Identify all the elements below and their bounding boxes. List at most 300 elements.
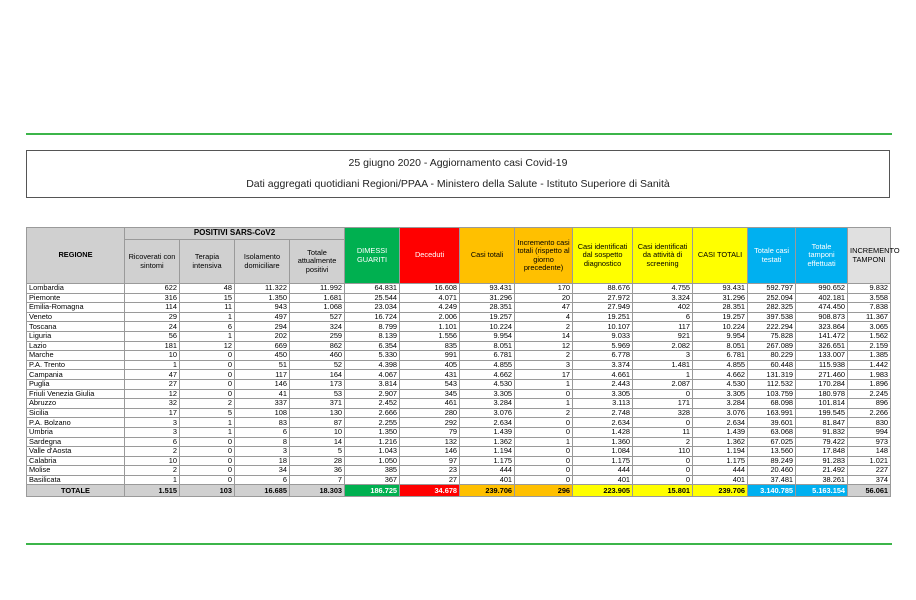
col-header-ricoverati: Ricoverati con sintomi (125, 240, 180, 284)
total-cell: 34.678 (400, 485, 460, 497)
col-header-tamponi: Totale tamponi effettuati (796, 228, 848, 284)
data-cell: 14 (290, 437, 345, 447)
data-cell: 1 (180, 427, 235, 437)
col-header-isolamento: Isolamento domiciliare (235, 240, 290, 284)
data-cell: 64.831 (345, 284, 400, 294)
data-cell: 2 (180, 399, 235, 409)
data-cell: 990.652 (796, 284, 848, 294)
data-cell: 527 (290, 312, 345, 322)
covid-data-table (26, 227, 900, 497)
data-cell: 401 (460, 475, 515, 485)
col-header-incremento: Incremento casi totali (rispetto al giorno precedente) (515, 228, 573, 284)
region-name: Piemonte (27, 293, 125, 303)
data-cell: 1.481 (633, 360, 693, 370)
data-cell: 131.319 (748, 370, 796, 380)
data-cell: 17 (515, 370, 573, 380)
data-cell: 474.450 (796, 303, 848, 313)
data-cell: 1.101 (400, 322, 460, 332)
data-cell: 4.662 (693, 370, 748, 380)
data-cell: 397.538 (748, 312, 796, 322)
data-cell: 18 (235, 456, 290, 466)
data-cell: 0 (515, 475, 573, 485)
table-row (27, 312, 891, 322)
data-cell: 345 (400, 389, 460, 399)
col-header-dimessi: DIMESSI GUARITI (345, 228, 400, 284)
data-cell: 60.448 (748, 360, 796, 370)
table-row (27, 303, 891, 313)
data-cell: 37.481 (748, 475, 796, 485)
data-cell: 592.797 (748, 284, 796, 294)
data-cell: 401 (573, 475, 633, 485)
data-cell: 1.362 (693, 437, 748, 447)
data-cell: 2 (515, 351, 573, 361)
data-cell: 0 (633, 456, 693, 466)
data-cell: 222.294 (748, 322, 796, 332)
data-cell: 402.181 (796, 293, 848, 303)
data-cell: 1 (180, 331, 235, 341)
data-cell: 10 (290, 427, 345, 437)
data-cell: 1.681 (290, 293, 345, 303)
data-cell: 316 (125, 293, 180, 303)
data-cell: 4.249 (400, 303, 460, 313)
data-cell: 401 (693, 475, 748, 485)
data-cell: 4.530 (693, 379, 748, 389)
data-cell: 170 (515, 284, 573, 294)
data-cell: 0 (180, 351, 235, 361)
data-cell: 5.330 (345, 351, 400, 361)
data-cell: 148 (848, 447, 891, 457)
data-cell: 16.608 (400, 284, 460, 294)
data-cell: 56 (125, 331, 180, 341)
table-row (27, 389, 891, 399)
data-cell: 79 (400, 427, 460, 437)
data-cell: 146 (235, 379, 290, 389)
total-cell: 239.706 (693, 485, 748, 497)
data-cell: 280 (400, 408, 460, 418)
data-cell: 271.460 (796, 370, 848, 380)
data-cell: 0 (515, 427, 573, 437)
data-cell: 1.050 (345, 456, 400, 466)
data-cell: 91.283 (796, 456, 848, 466)
data-cell: 0 (180, 389, 235, 399)
report-title-box (26, 150, 890, 198)
data-cell: 199.545 (796, 408, 848, 418)
data-cell: 3.814 (345, 379, 400, 389)
data-cell: 2.452 (345, 399, 400, 409)
data-cell: 326.651 (796, 341, 848, 351)
data-cell: 14 (515, 331, 573, 341)
data-cell: 130 (290, 408, 345, 418)
data-cell: 497 (235, 312, 290, 322)
data-cell: 6.781 (460, 351, 515, 361)
data-cell: 324 (290, 322, 345, 332)
data-cell: 112.532 (748, 379, 796, 389)
data-cell: 4.067 (345, 370, 400, 380)
total-cell: 56.061 (848, 485, 891, 497)
data-cell: 1 (180, 418, 235, 428)
data-cell: 252.094 (748, 293, 796, 303)
data-cell: 115.938 (796, 360, 848, 370)
data-cell: 19.251 (573, 312, 633, 322)
data-cell: 2.748 (573, 408, 633, 418)
data-cell: 114 (125, 303, 180, 313)
data-cell: 91.832 (796, 427, 848, 437)
data-cell: 1.084 (573, 447, 633, 457)
data-cell: 3 (125, 427, 180, 437)
data-cell: 282.325 (748, 303, 796, 313)
col-header-sospetto-diagnostico: Casi identificati dal sospetto diagnostico (573, 228, 633, 284)
region-name: Sardegna (27, 437, 125, 447)
data-cell: 1.556 (400, 331, 460, 341)
region-name: Friuli Venezia Giulia (27, 389, 125, 399)
data-cell: 28.351 (460, 303, 515, 313)
data-cell: 11 (633, 427, 693, 437)
data-cell: 11.992 (290, 284, 345, 294)
top-divider (26, 133, 892, 135)
data-cell: 87 (290, 418, 345, 428)
data-cell: 2 (125, 447, 180, 457)
data-cell: 108 (235, 408, 290, 418)
data-cell: 2.006 (400, 312, 460, 322)
data-cell: 259 (290, 331, 345, 341)
data-cell: 8.139 (345, 331, 400, 341)
data-cell: 9.033 (573, 331, 633, 341)
data-cell: 2 (515, 322, 573, 332)
data-cell: 0 (515, 466, 573, 476)
data-cell: 3.065 (848, 322, 891, 332)
data-cell: 146 (400, 447, 460, 457)
data-cell: 41 (235, 389, 290, 399)
data-cell: 3 (125, 418, 180, 428)
data-cell: 0 (180, 466, 235, 476)
data-cell: 3.305 (693, 389, 748, 399)
data-cell: 8 (235, 437, 290, 447)
data-cell: 47 (515, 303, 573, 313)
report-title: 25 giugno 2020 - Aggiornamento casi Covid-19 (348, 157, 568, 169)
col-header-terapia: Terapia intensiva (180, 240, 235, 284)
region-name: P.A. Trento (27, 360, 125, 370)
data-cell: 133.007 (796, 351, 848, 361)
data-cell: 20 (515, 293, 573, 303)
data-cell: 1.175 (693, 456, 748, 466)
data-cell: 371 (290, 399, 345, 409)
data-cell: 6 (180, 322, 235, 332)
data-cell: 68.098 (748, 399, 796, 409)
col-header-deceduti: Deceduti (400, 228, 460, 284)
data-cell: 8.051 (693, 341, 748, 351)
table-row (27, 293, 891, 303)
data-cell: 1.350 (345, 427, 400, 437)
col-header-casi-testati: Totale casi testati (748, 228, 796, 284)
data-cell: 6 (235, 427, 290, 437)
region-name: Calabria (27, 456, 125, 466)
table-row (27, 466, 891, 476)
data-cell: 89.249 (748, 456, 796, 466)
data-cell: 23 (400, 466, 460, 476)
data-cell: 943 (235, 303, 290, 313)
data-cell: 32 (125, 399, 180, 409)
data-cell: 4.661 (573, 370, 633, 380)
data-cell: 0 (515, 447, 573, 457)
data-cell: 173 (290, 379, 345, 389)
region-name: Marche (27, 351, 125, 361)
data-cell: 83 (235, 418, 290, 428)
data-cell: 1.439 (460, 427, 515, 437)
data-cell: 9.954 (693, 331, 748, 341)
data-cell: 10.107 (573, 322, 633, 332)
data-cell: 36 (290, 466, 345, 476)
data-cell: 27.949 (573, 303, 633, 313)
total-cell: 186.725 (345, 485, 400, 497)
data-cell: 973 (848, 437, 891, 447)
data-cell: 5 (180, 408, 235, 418)
data-cell: 1 (515, 437, 573, 447)
data-cell: 1.385 (848, 351, 891, 361)
data-cell: 367 (345, 475, 400, 485)
data-cell: 181 (125, 341, 180, 351)
data-cell: 80.229 (748, 351, 796, 361)
data-cell: 5.969 (573, 341, 633, 351)
data-cell: 29 (125, 312, 180, 322)
region-name: Emilia-Romagna (27, 303, 125, 313)
data-cell: 103.759 (748, 389, 796, 399)
data-cell: 10.224 (460, 322, 515, 332)
data-cell: 374 (848, 475, 891, 485)
data-cell: 3.305 (460, 389, 515, 399)
data-cell: 1 (515, 379, 573, 389)
data-cell: 862 (290, 341, 345, 351)
data-cell: 8.799 (345, 322, 400, 332)
col-header-casi-totali-2: CASI TOTALI (693, 228, 748, 284)
data-cell: 17.848 (796, 447, 848, 457)
data-cell: 444 (693, 466, 748, 476)
table-row (27, 475, 891, 485)
data-cell: 117 (235, 370, 290, 380)
data-cell: 1.216 (345, 437, 400, 447)
data-cell: 27.972 (573, 293, 633, 303)
data-cell: 2.245 (848, 389, 891, 399)
total-cell: 1.515 (125, 485, 180, 497)
data-cell: 20.460 (748, 466, 796, 476)
data-cell: 28 (290, 456, 345, 466)
data-cell: 908.873 (796, 312, 848, 322)
data-cell: 2.907 (345, 389, 400, 399)
data-cell: 180.978 (796, 389, 848, 399)
region-name: Molise (27, 466, 125, 476)
data-cell: 51 (235, 360, 290, 370)
data-cell: 1.068 (290, 303, 345, 313)
col-header-incremento-tamponi: INCREMENTO TAMPONI (848, 228, 891, 284)
data-cell: 3.324 (633, 293, 693, 303)
positivi-group-header: POSITIVI SARS-CoV2 (125, 228, 345, 240)
data-cell: 6.354 (345, 341, 400, 351)
data-cell: 38.261 (796, 475, 848, 485)
table-row (27, 322, 891, 332)
data-cell: 2.087 (633, 379, 693, 389)
data-cell: 8.051 (460, 341, 515, 351)
data-cell: 88.676 (573, 284, 633, 294)
data-cell: 3.113 (573, 399, 633, 409)
data-cell: 202 (235, 331, 290, 341)
data-cell: 328 (633, 408, 693, 418)
data-cell: 323.864 (796, 322, 848, 332)
region-name: Campania (27, 370, 125, 380)
total-cell: 16.685 (235, 485, 290, 497)
data-cell: 6 (633, 312, 693, 322)
data-cell: 1.194 (693, 447, 748, 457)
data-cell: 402 (633, 303, 693, 313)
data-cell: 0 (180, 475, 235, 485)
total-cell: 103 (180, 485, 235, 497)
data-cell: 227 (848, 466, 891, 476)
region-name: Puglia (27, 379, 125, 389)
data-cell: 444 (573, 466, 633, 476)
data-cell: 53 (290, 389, 345, 399)
data-cell: 24 (125, 322, 180, 332)
data-cell: 7 (290, 475, 345, 485)
data-cell: 19.257 (460, 312, 515, 322)
total-cell: 296 (515, 485, 573, 497)
data-cell: 0 (180, 456, 235, 466)
data-cell: 4.855 (460, 360, 515, 370)
total-cell: 18.303 (290, 485, 345, 497)
data-cell: 267.089 (748, 341, 796, 351)
data-cell: 6.778 (573, 351, 633, 361)
data-cell: 0 (515, 389, 573, 399)
region-header: REGIONE (27, 228, 125, 284)
data-cell: 1.021 (848, 456, 891, 466)
data-cell: 23.034 (345, 303, 400, 313)
data-cell: 75.828 (748, 331, 796, 341)
data-cell: 1.043 (345, 447, 400, 457)
region-name: Sicilia (27, 408, 125, 418)
data-cell: 1.439 (693, 427, 748, 437)
data-cell: 12 (125, 389, 180, 399)
region-name: Veneto (27, 312, 125, 322)
data-cell: 2.634 (573, 418, 633, 428)
data-cell: 0 (180, 447, 235, 457)
total-cell: 5.163.154 (796, 485, 848, 497)
data-cell: 4.855 (693, 360, 748, 370)
data-cell: 163.991 (748, 408, 796, 418)
data-cell: 1 (125, 360, 180, 370)
data-cell: 141.472 (796, 331, 848, 341)
total-cell: 239.706 (460, 485, 515, 497)
data-cell: 461 (400, 399, 460, 409)
data-cell: 19.257 (693, 312, 748, 322)
data-cell: 10.224 (693, 322, 748, 332)
data-cell: 164 (290, 370, 345, 380)
data-cell: 994 (848, 427, 891, 437)
data-cell: 10 (125, 456, 180, 466)
region-name: Abruzzo (27, 399, 125, 409)
data-cell: 2.255 (345, 418, 400, 428)
data-cell: 0 (515, 456, 573, 466)
col-header-screening: Casi identificati da attività di screening (633, 228, 693, 284)
data-cell: 48 (180, 284, 235, 294)
data-cell: 2.634 (460, 418, 515, 428)
data-cell: 444 (460, 466, 515, 476)
data-cell: 1.175 (460, 456, 515, 466)
table-row (27, 360, 891, 370)
data-cell: 2 (125, 466, 180, 476)
data-cell: 896 (848, 399, 891, 409)
data-cell: 5 (290, 447, 345, 457)
data-cell: 110 (633, 447, 693, 457)
data-cell: 16.724 (345, 312, 400, 322)
data-cell: 3.284 (693, 399, 748, 409)
data-cell: 0 (633, 418, 693, 428)
data-cell: 3.305 (573, 389, 633, 399)
data-cell: 3 (515, 360, 573, 370)
data-cell: 0 (515, 418, 573, 428)
data-cell: 25.544 (345, 293, 400, 303)
report-subtitle: Dati aggregati quotidiani Regioni/PPAA - Ministero della Salute - Istituto Superiore di Sanità (246, 178, 670, 190)
table-row (27, 379, 891, 389)
data-cell: 4.530 (460, 379, 515, 389)
data-cell: 3.076 (460, 408, 515, 418)
data-cell: 39.601 (748, 418, 796, 428)
region-name: Umbria (27, 427, 125, 437)
table-row (27, 447, 891, 457)
data-cell: 1.350 (235, 293, 290, 303)
data-cell: 63.068 (748, 427, 796, 437)
data-cell: 1.175 (573, 456, 633, 466)
data-cell: 31.296 (693, 293, 748, 303)
data-cell: 11 (180, 303, 235, 313)
table-row (27, 341, 891, 351)
region-name: Valle d'Aosta (27, 447, 125, 457)
data-cell: 669 (235, 341, 290, 351)
data-cell: 337 (235, 399, 290, 409)
data-cell: 0 (633, 466, 693, 476)
data-cell: 9.954 (460, 331, 515, 341)
data-cell: 3 (633, 351, 693, 361)
data-cell: 27 (400, 475, 460, 485)
data-cell: 1.362 (460, 437, 515, 447)
data-cell: 11.367 (848, 312, 891, 322)
table-row (27, 399, 891, 409)
total-row (27, 485, 891, 497)
data-cell: 0 (180, 370, 235, 380)
data-cell: 3.076 (693, 408, 748, 418)
data-cell: 170.284 (796, 379, 848, 389)
data-cell: 2.443 (573, 379, 633, 389)
total-cell: 3.140.785 (748, 485, 796, 497)
data-cell: 294 (235, 322, 290, 332)
data-cell: 2 (633, 437, 693, 447)
data-cell: 0 (180, 437, 235, 447)
data-cell: 622 (125, 284, 180, 294)
table-row (27, 456, 891, 466)
data-cell: 81.847 (796, 418, 848, 428)
data-cell: 1.442 (848, 360, 891, 370)
table-row (27, 351, 891, 361)
data-cell: 117 (633, 322, 693, 332)
data-cell: 31.296 (460, 293, 515, 303)
data-cell: 1.194 (460, 447, 515, 457)
data-cell: 52 (290, 360, 345, 370)
data-cell: 921 (633, 331, 693, 341)
data-cell: 21.492 (796, 466, 848, 476)
data-cell: 3.284 (460, 399, 515, 409)
data-cell: 3.374 (573, 360, 633, 370)
data-cell: 292 (400, 418, 460, 428)
data-cell: 1 (633, 370, 693, 380)
region-name: P.A. Bolzano (27, 418, 125, 428)
data-cell: 460 (290, 351, 345, 361)
data-cell: 4 (515, 312, 573, 322)
